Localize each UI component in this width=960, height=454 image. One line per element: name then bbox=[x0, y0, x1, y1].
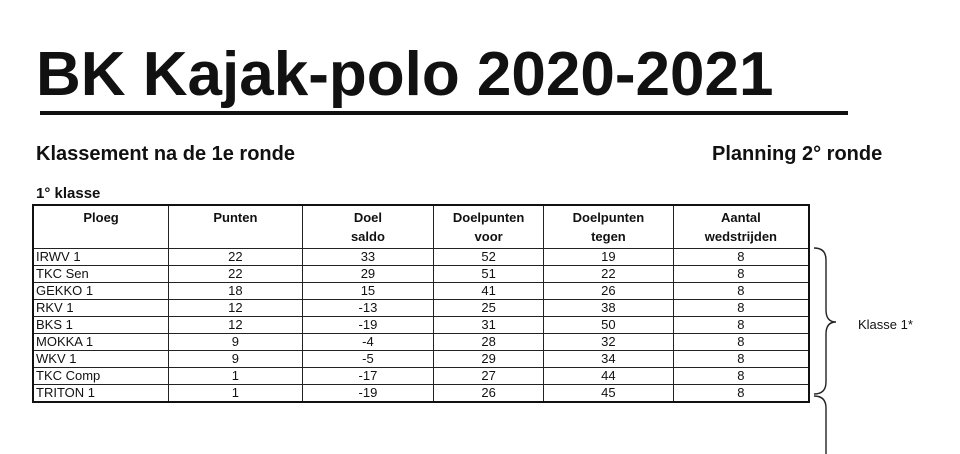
cell-goals-against: 19 bbox=[544, 249, 674, 266]
cell-goals-for: 52 bbox=[434, 249, 544, 266]
cell-goals-against: 45 bbox=[544, 385, 674, 403]
cell-matches: 8 bbox=[673, 300, 809, 317]
cell-goals-for: 41 bbox=[434, 283, 544, 300]
cell-goal-diff: 29 bbox=[302, 266, 434, 283]
cell-goal-diff: -19 bbox=[302, 317, 434, 334]
cell-goal-diff: -19 bbox=[302, 385, 434, 403]
table-row bbox=[33, 266, 809, 283]
cell-goal-diff: 33 bbox=[302, 249, 434, 266]
class-label: 1° klasse bbox=[36, 185, 101, 202]
cell-goals-against: 22 bbox=[544, 266, 674, 283]
cell-matches: 8 bbox=[673, 385, 809, 403]
cell-matches: 8 bbox=[673, 283, 809, 300]
cell-goals-for: 51 bbox=[434, 266, 544, 283]
cell-goals-for: 29 bbox=[434, 351, 544, 368]
cell-points: 1 bbox=[169, 368, 303, 385]
cell-points: 18 bbox=[169, 283, 303, 300]
table-header-row bbox=[33, 205, 809, 249]
table-row bbox=[33, 368, 809, 385]
header-points: Punten bbox=[169, 205, 303, 249]
cell-points: 22 bbox=[169, 266, 303, 283]
header-goal-diff: Doel saldo bbox=[302, 205, 434, 249]
cell-matches: 8 bbox=[673, 266, 809, 283]
cell-team: TKC Comp bbox=[33, 368, 169, 385]
cell-team: MOKKA 1 bbox=[33, 334, 169, 351]
table-row bbox=[33, 300, 809, 317]
header-team: Ploeg bbox=[33, 205, 169, 249]
cell-points: 9 bbox=[169, 334, 303, 351]
planning-subtitle: Planning 2° ronde bbox=[712, 143, 883, 165]
cell-goals-against: 50 bbox=[544, 317, 674, 334]
cell-goals-for: 27 bbox=[434, 368, 544, 385]
header-goals-against: Doelpunten tegen bbox=[544, 205, 674, 249]
cell-goals-for: 26 bbox=[434, 385, 544, 403]
standings-table bbox=[32, 204, 810, 403]
title-underline bbox=[40, 111, 848, 115]
cell-goals-for: 28 bbox=[434, 334, 544, 351]
cell-goal-diff: -5 bbox=[302, 351, 434, 368]
standings-subtitle: Klassement na de 1e ronde bbox=[36, 143, 295, 165]
page-title: BK Kajak-polo 2020-2021 bbox=[36, 40, 774, 109]
cell-team: WKV 1 bbox=[33, 351, 169, 368]
cell-matches: 8 bbox=[673, 249, 809, 266]
cell-matches: 8 bbox=[673, 334, 809, 351]
cell-goals-against: 44 bbox=[544, 368, 674, 385]
cell-goals-against: 34 bbox=[544, 351, 674, 368]
cell-goals-against: 32 bbox=[544, 334, 674, 351]
cell-team: BKS 1 bbox=[33, 317, 169, 334]
standings-body bbox=[33, 249, 809, 403]
cell-team: GEKKO 1 bbox=[33, 283, 169, 300]
cell-matches: 8 bbox=[673, 368, 809, 385]
cell-goal-diff: -4 bbox=[302, 334, 434, 351]
cell-team: RKV 1 bbox=[33, 300, 169, 317]
bracket-label: Klasse 1* bbox=[858, 317, 913, 332]
table-row bbox=[33, 351, 809, 368]
table-row bbox=[33, 334, 809, 351]
cell-points: 12 bbox=[169, 317, 303, 334]
cell-goals-against: 38 bbox=[544, 300, 674, 317]
table-row bbox=[33, 317, 809, 334]
cell-matches: 8 bbox=[673, 351, 809, 368]
cell-goal-diff: 15 bbox=[302, 283, 434, 300]
table-row bbox=[33, 385, 809, 403]
cell-points: 1 bbox=[169, 385, 303, 403]
cell-points: 12 bbox=[169, 300, 303, 317]
header-matches: Aantal wedstrijden bbox=[673, 205, 809, 249]
cell-goal-diff: -17 bbox=[302, 368, 434, 385]
cell-goals-for: 31 bbox=[434, 317, 544, 334]
cell-team: TRITON 1 bbox=[33, 385, 169, 403]
cell-matches: 8 bbox=[673, 317, 809, 334]
table-row bbox=[33, 283, 809, 300]
cell-points: 22 bbox=[169, 249, 303, 266]
cell-goal-diff: -13 bbox=[302, 300, 434, 317]
cell-goals-against: 26 bbox=[544, 283, 674, 300]
cell-points: 9 bbox=[169, 351, 303, 368]
bracket-brace bbox=[812, 246, 852, 454]
cell-team: IRWV 1 bbox=[33, 249, 169, 266]
cell-goals-for: 25 bbox=[434, 300, 544, 317]
cell-team: TKC Sen bbox=[33, 266, 169, 283]
table-row bbox=[33, 249, 809, 266]
header-goals-for: Doelpunten voor bbox=[434, 205, 544, 249]
